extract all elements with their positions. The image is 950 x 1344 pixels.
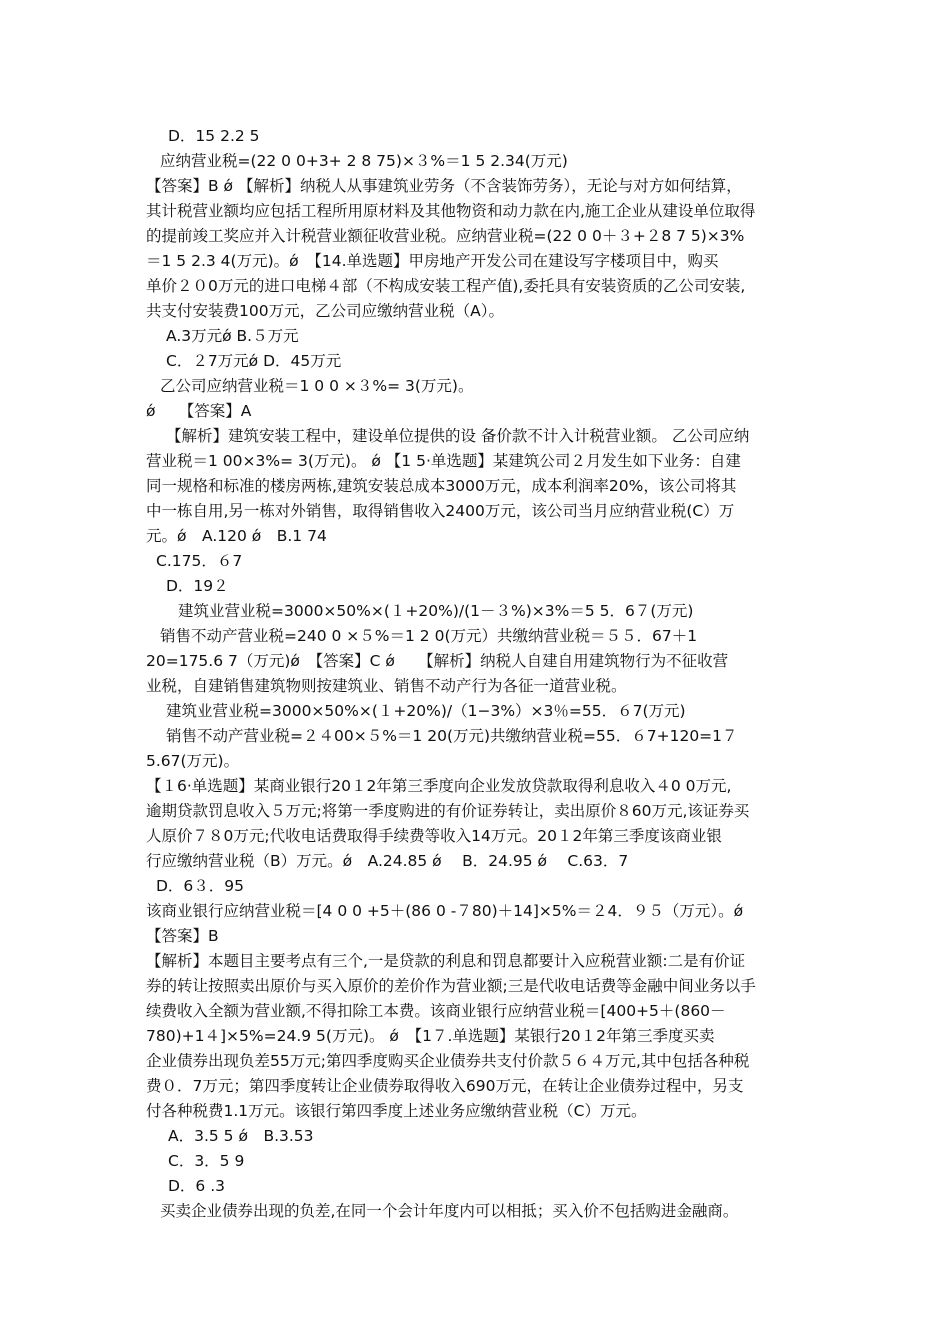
text-line: 逾期贷款罚息收入５万元;将第一季度购进的有价证券转让，卖出原价８60万元,该证券买 <box>146 802 750 820</box>
text-line: 中一栋自用,另一栋对外销售，取得销售收入2400万元，该公司当月应纳营业税(C）万 <box>146 502 735 520</box>
text-line: 元。ǿ A.120 ǿ B.1 74 <box>146 527 327 545</box>
text-line: A．3.5 5 ǿ B.3.53 <box>168 1127 314 1145</box>
text-line: 共支付安装费100万元，乙公司应缴纳营业税（A）。 <box>146 302 504 320</box>
text-line: 销售不动产营业税=240 0 ×５%＝1 2 0(万元）共缴纳营业税＝５５．67＋1 <box>160 627 698 645</box>
text-line: 该商业银行应纳营业税＝[4 0 0 +5＋(86 0 -７80)＋14]×5%＝２4．９５（万元）。ǿ <box>146 902 744 920</box>
text-line: 780)+1４]×5%=24.9 5(万元)。 ǿ 【1７.单选题】某银行20１2年第三季度买卖 <box>146 1027 715 1045</box>
text-line: 券的转让按照卖出原价与买入原价的差价作为营业额;三是代收电话费等金融中间业务以手 <box>146 977 756 995</box>
text-line: 人原价７８0万元;代收电话费取得手续费等收入14万元。20１2年第三季度该商业银 <box>146 827 722 845</box>
text-line: 买卖企业债券出现的负差,在同一个会计年度内可以相抵；买入价不包括购进金融商。 <box>160 1202 739 1220</box>
text-line: 续费收入全额为营业额,不得扣除工本费。该商业银行应纳营业税＝[400+5＋(860－ <box>146 1002 726 1020</box>
text-line: 【解析】本题目主要考点有三个,一是贷款的利息和罚息都要计入应税营业额:二是有价证 <box>146 952 746 970</box>
text-line: 【答案】B <box>146 927 219 945</box>
text-line: D．19２ <box>166 577 229 595</box>
text-line: D．15 2.2 5 <box>168 127 260 145</box>
text-line: 的提前竣工奖应并入计税营业额征收营业税。应纳营业税=(22 0 0＋３+２8 7 5)×3% <box>146 227 745 245</box>
text-line: C.175．６7 <box>156 552 243 570</box>
text-line: 建筑业营业税=3000×50%×(１+20%)/(1－３%)×3%＝5 5．6７(万元) <box>178 602 694 620</box>
text-line: D．6 .3 <box>168 1177 226 1195</box>
text-line: 乙公司应纳营业税＝1 0 0 ×３%= 3(万元)。 <box>160 377 474 395</box>
text-line: A.3万元ǿ B.５万元 <box>166 327 299 345</box>
text-line: 单价２０0万元的进口电梯４部（不构成安装工程产值),委托具有安装资质的乙公司安装, <box>146 277 746 295</box>
text-line: C．3．5 9 <box>168 1152 245 1170</box>
text-line: 【解析】建筑安装工程中，建设单位提供的设 备价款不计入计税营业额。 乙公司应纳 <box>166 427 750 445</box>
text-line: 企业债券出现负差55万元;第四季度购买企业债券共支付价款５６４万元,其中包括各种税 <box>146 1052 750 1070</box>
text-line: 业税，自建销售建筑物则按建筑业、销售不动产行为各征一道营业税。 <box>146 677 627 695</box>
text-line: 同一规格和标准的楼房两栋,建筑安装总成本3000万元，成本利润率20%，该公司将其 <box>146 477 737 495</box>
text-line: 费０．7万元；第四季度转让企业债券取得收入690万元，在转让企业债券过程中，另支 <box>146 1077 744 1095</box>
text-line: D．6３．95 <box>156 877 245 895</box>
text-line: 应纳营业税=(22 0 0+3+ 2 8 75)×３%＝1 5 2.34(万元) <box>160 152 568 170</box>
text-line: 5.67(万元)。 <box>146 752 240 770</box>
text-line: 营业税＝1 00×3%= 3(万元)。 ǿ 【1 5·单选题】某建筑公司２月发生如下业务：自建 <box>146 452 741 470</box>
text-line: 【１6·单选题】某商业银行20１2年第三季度向企业发放贷款取得利息收入４0 0万元, <box>146 777 732 795</box>
text-line: ǿ 【答案】A <box>146 402 252 420</box>
text-line: 20=175.6 7（万元)ǿ 【答案】C ǿ 【解析】纳税人自建自用建筑物行为不征收营 <box>146 652 729 670</box>
text-line: 行应缴纳营业税（B）万元。ǿ A.24.85 ǿ B．24.95 ǿ C.63．7 <box>146 852 629 870</box>
text-line: 其计税营业额均应包括工程所用原材料及其他物资和动力款在内,施工企业从建设单位取得 <box>146 202 756 220</box>
text-line: 付各种税费1.1万元。该银行第四季度上述业务应缴纳营业税（C）万元。 <box>146 1102 647 1120</box>
text-line: 销售不动产营业税=２４00×５%＝1 20(万元)共缴纳营业税=55．６7+120=1７ <box>166 727 738 745</box>
text-line: 【答案】B ǿ 【解析】纳税人从事建筑业劳务（不含装饰劳务），无论与对方如何结算， <box>146 177 742 195</box>
text-line: 建筑业营业税=3000×50%×(１+20%)/（1−3%）×3％=55．６7(万元) <box>166 702 686 720</box>
text-line: ＝1 5 2.3 4(万元)。ǿ 【14.单选题】甲房地产开发公司在建设写字楼项目中，购买 <box>146 252 719 270</box>
text-line: C．２7万元ǿ D．45万元 <box>166 352 342 370</box>
